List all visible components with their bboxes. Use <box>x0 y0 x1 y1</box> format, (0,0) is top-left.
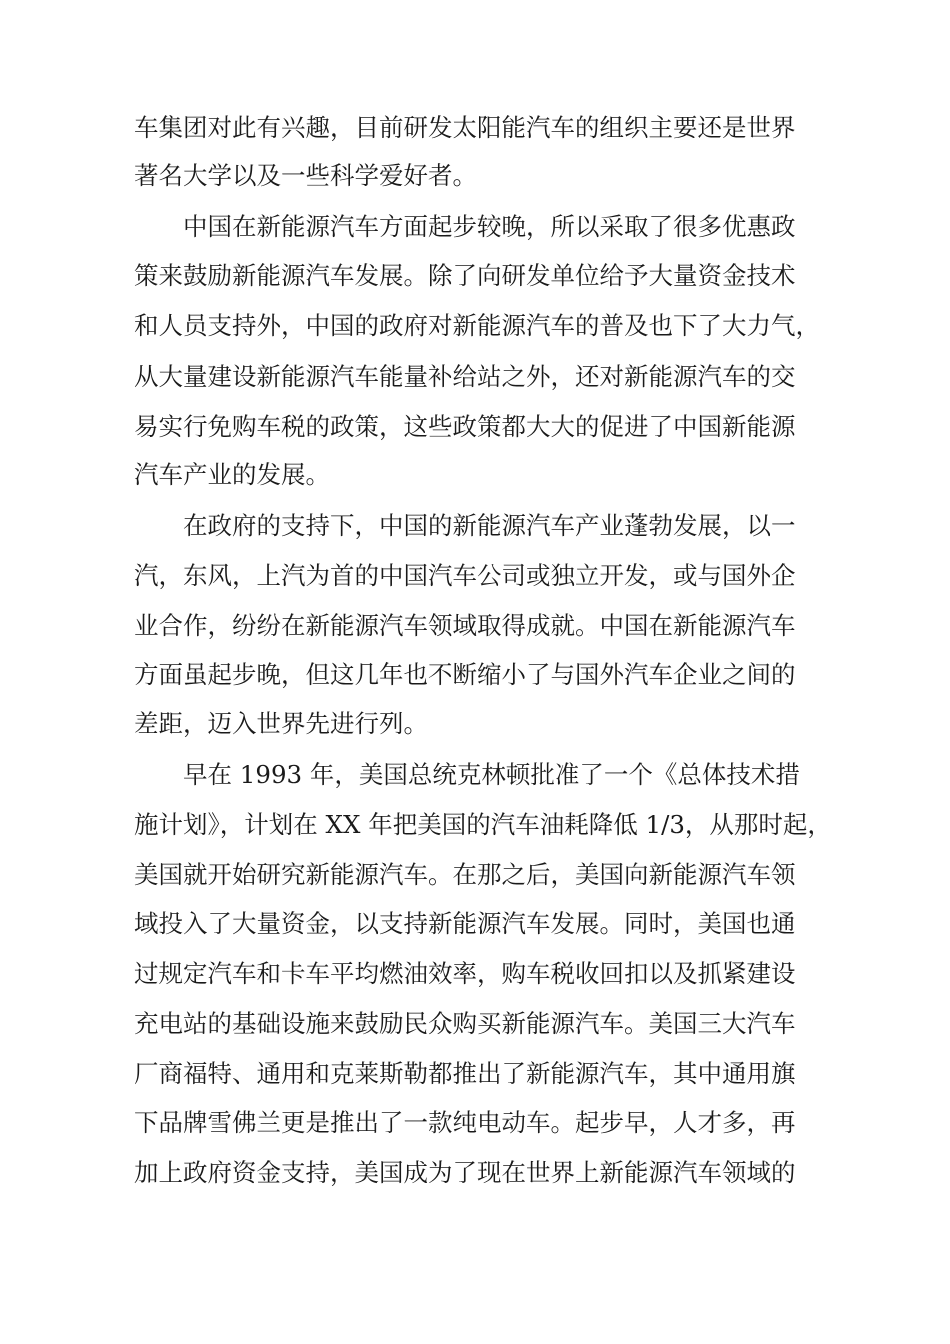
text-line: 中国在新能源汽车方面起步较晚，所以采取了很多优惠政 <box>134 212 796 241</box>
text-line: 在政府的支持下，中国的新能源汽车产业蓬勃发展，以一 <box>134 511 796 540</box>
text-line: 美国就开始研究新能源汽车。在那之后，美国向新能源汽车领 <box>134 860 796 889</box>
text-line: 著名大学以及一些科学爱好者。 <box>134 161 477 190</box>
text-line: 汽车产业的发展。 <box>134 460 330 489</box>
text-line: 策来鼓励新能源汽车发展。除了向研发单位给予大量资金技术 <box>134 261 796 290</box>
text-line: 厂商福特、通用和克莱斯勒都推出了新能源汽车，其中通用旗 <box>134 1059 796 1088</box>
text-line: 易实行免购车税的政策，这些政策都大大的促进了中国新能源 <box>134 412 796 441</box>
text-line: 和人员支持外，中国的政府对新能源汽车的普及也下了大力气， <box>134 311 820 340</box>
text-line: 业合作，纷纷在新能源汽车领域取得成就。中国在新能源汽车 <box>134 611 796 640</box>
text-line: 从大量建设新能源汽车能量补给站之外，还对新能源汽车的交 <box>134 362 796 391</box>
text-line: 早在 1993 年，美国总统克林顿批准了一个《总体技术措 <box>134 760 800 789</box>
text-line: 充电站的基础设施来鼓励民众购买新能源汽车。美国三大汽车 <box>134 1009 796 1038</box>
text-line: 加上政府资金支持，美国成为了现在世界上新能源汽车领域的 <box>134 1158 796 1187</box>
text-line: 汽，东风，上汽为首的中国汽车公司或独立开发，或与国外企 <box>134 561 796 590</box>
text-line: 差距，迈入世界先进行列。 <box>134 709 428 738</box>
text-line: 域投入了大量资金，以支持新能源汽车发展。同时，美国也通 <box>134 909 796 938</box>
text-line: 方面虽起步晚，但这几年也不断缩小了与国外汽车企业之间的 <box>134 660 796 689</box>
text-line: 过规定汽车和卡车平均燃油效率，购车税收回扣以及抓紧建设 <box>134 959 796 988</box>
text-line: 施计划》，计划在 XX 年把美国的汽车油耗降低 1/3，从那时起， <box>134 810 832 839</box>
text-line: 车集团对此有兴趣，目前研发太阳能汽车的组织主要还是世界 <box>134 113 796 142</box>
text-line: 下品牌雪佛兰更是推出了一款纯电动车。起步早，人才多，再 <box>134 1108 796 1137</box>
